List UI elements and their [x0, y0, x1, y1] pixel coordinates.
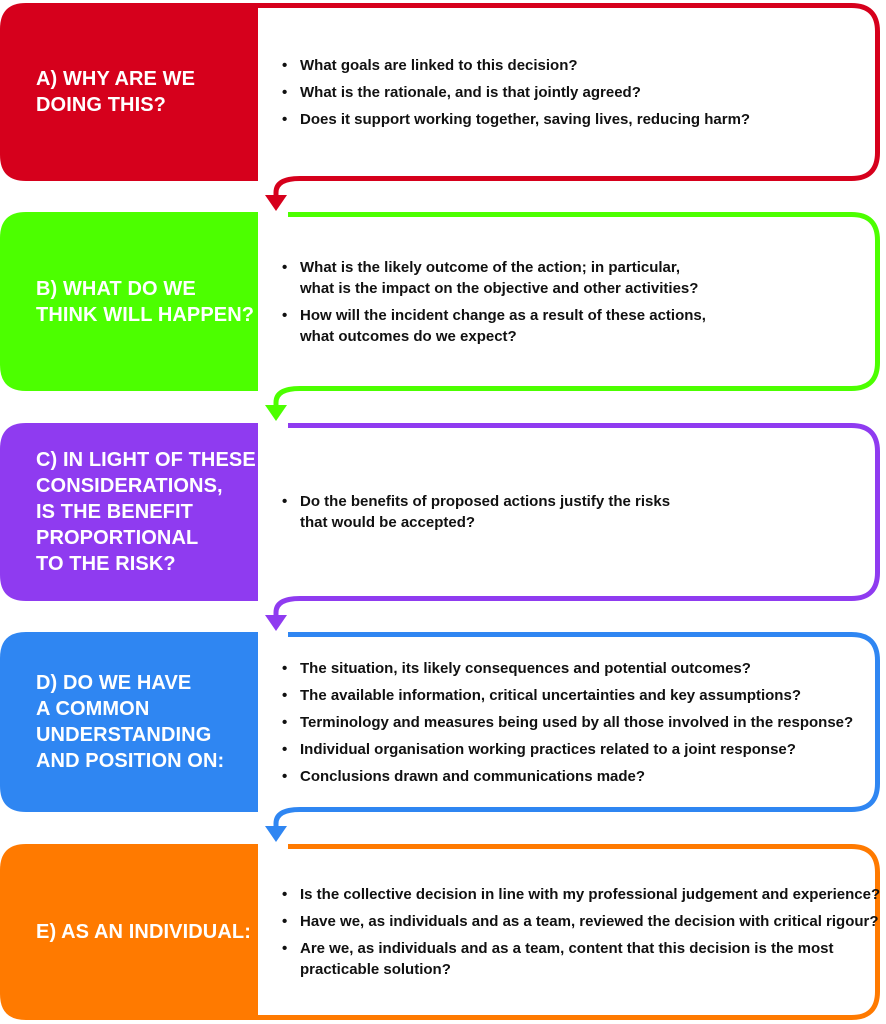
question-item [282, 938, 880, 980]
heading-line: D) DO WE HAVE [36, 672, 192, 694]
section-a-questions [282, 3, 880, 181]
question-item [282, 257, 880, 299]
heading-line: AND POSITION ON: [36, 750, 225, 772]
section-b-arrow-icon [265, 405, 287, 421]
section-d-heading [0, 632, 258, 812]
question-line: that would be accepted? [300, 514, 476, 531]
bullet-icon: • [282, 258, 288, 276]
question-line: What goals are linked to this decision? [300, 56, 578, 74]
bullet-icon: • [282, 659, 288, 677]
bullet-icon: • [282, 713, 288, 731]
section-c-arrow-icon [265, 615, 287, 631]
bullet-icon: • [282, 913, 288, 930]
question-item [282, 884, 880, 905]
question-line: Is the collective decision in line with my professional judgement and experience? [300, 886, 881, 903]
heading-line: UNDERSTANDING [36, 724, 212, 746]
bullet-icon: • [282, 740, 288, 758]
section-b-heading [0, 212, 258, 391]
bullet-icon: • [282, 940, 288, 957]
bullet-icon: • [282, 56, 288, 74]
question-text [300, 739, 796, 760]
question-line: what outcomes do we expect? [300, 327, 517, 345]
bullet-icon: • [282, 306, 288, 324]
question-line: Have we, as individuals and as a team, reviewed the decision with critical rigour? [300, 913, 879, 930]
question-item [282, 712, 880, 733]
bullet-icon: • [282, 767, 288, 785]
question-line: Are we, as individuals and as a team, content that this decision is the most [300, 940, 834, 957]
question-text [300, 305, 706, 347]
section-a-arrow-icon [265, 195, 287, 211]
section-b-questions [282, 212, 880, 391]
heading-line: CONSIDERATIONS, [36, 475, 223, 497]
heading-line: PROPORTIONAL [36, 527, 199, 549]
question-text [300, 884, 880, 905]
heading-line: THINK WILL HAPPEN? [36, 303, 255, 326]
section-e-heading [0, 844, 258, 1020]
question-text [300, 938, 833, 980]
question-text [300, 766, 645, 787]
heading-line: B) WHAT DO WE [36, 277, 196, 300]
section-d-arrow-icon [265, 826, 287, 842]
question-text [300, 257, 698, 299]
section-c-heading [0, 423, 258, 601]
bullet-icon: • [282, 83, 288, 101]
question-text [300, 109, 750, 130]
question-item [282, 82, 880, 103]
question-line: Terminology and measures being used by all those involved in the response? [300, 713, 854, 731]
question-text [300, 491, 670, 533]
question-line: Does it support working together, saving lives, reducing harm? [300, 110, 751, 128]
question-item [282, 739, 880, 760]
question-item [282, 491, 880, 533]
question-line: The available information, critical uncertainties and key assumptions? [300, 686, 801, 704]
question-line: What is the likely outcome of the action; in particular, [300, 258, 681, 276]
question-line: practicable solution? [300, 961, 451, 978]
heading-line: DOING THIS? [36, 94, 166, 116]
question-text [300, 658, 751, 679]
bullet-icon: • [282, 110, 288, 128]
section-a-heading [0, 3, 258, 181]
question-item [282, 55, 880, 76]
question-text [300, 712, 853, 733]
bullet-icon: • [282, 493, 288, 510]
question-item [282, 305, 880, 347]
question-item [282, 911, 880, 932]
heading-line: A) WHY ARE WE [36, 68, 196, 90]
question-line: The situation, its likely consequences and potential outcomes? [300, 659, 751, 677]
heading-line: A COMMON [36, 698, 150, 720]
section-e-questions [282, 844, 880, 1020]
question-item [282, 109, 880, 130]
question-line: How will the incident change as a result of these actions, [300, 306, 706, 324]
section-d-questions [282, 632, 880, 812]
question-line: Individual organisation working practices related to a joint response? [300, 740, 796, 758]
question-item [282, 766, 880, 787]
question-line: What is the rationale, and is that jointly agreed? [300, 83, 641, 101]
heading-line: C) IN LIGHT OF THESE [36, 449, 256, 471]
question-text [300, 685, 801, 706]
question-item [282, 658, 880, 679]
bullet-icon: • [282, 686, 288, 704]
heading-line: IS THE BENEFIT [36, 501, 193, 523]
question-text [300, 911, 879, 932]
question-item [282, 685, 880, 706]
question-line: Do the benefits of proposed actions justify the risks [300, 493, 671, 510]
heading-line: TO THE RISK? [36, 553, 176, 575]
question-line: Conclusions drawn and communications made? [300, 767, 646, 785]
question-line: what is the impact on the objective and other activities? [300, 279, 699, 297]
question-text [300, 82, 641, 103]
question-text [300, 55, 578, 76]
bullet-icon: • [282, 886, 288, 903]
heading-line: E) AS AN INDIVIDUAL: [36, 921, 251, 943]
section-c-questions [282, 423, 880, 601]
